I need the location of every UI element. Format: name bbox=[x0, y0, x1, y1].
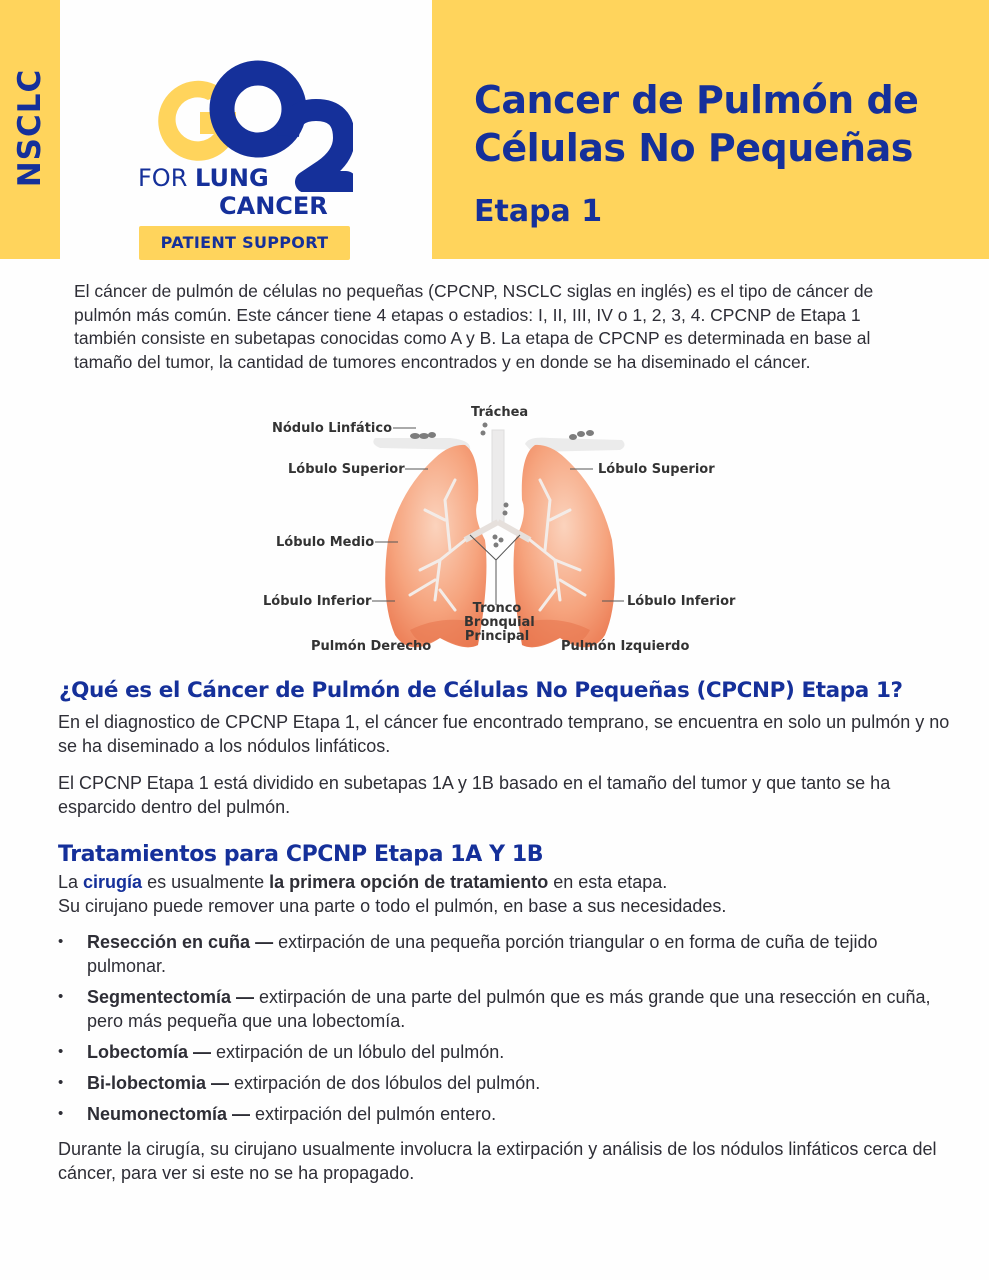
label-right-upper-lobe: Lóbulo Superior bbox=[288, 462, 405, 477]
label-right-lung: Pulmón Derecho bbox=[311, 639, 432, 654]
patient-support-badge: PATIENT SUPPORT bbox=[139, 226, 350, 260]
list-item: • Bi-lobectomia — extirpación de dos lóbulos del pulmón. bbox=[58, 1071, 958, 1095]
page-title: Cancer de Pulmón de Células No Pequeñas bbox=[474, 78, 919, 170]
section-treatments-heading: Tratamientos para CPCNP Etapa 1A Y 1B bbox=[58, 842, 544, 867]
page-subtitle: Etapa 1 bbox=[474, 194, 603, 229]
treatments-lead: La cirugía es usualmente la primera opción de tratamiento en esta etapa. Su cirujano puede remover una parte o todo el pulmón, en base a sus necesidades. bbox=[58, 872, 727, 916]
label-left-lower-lobe: Lóbulo Inferior bbox=[627, 594, 736, 609]
label-trachea: Tráchea bbox=[471, 405, 529, 420]
surgery-highlight: cirugía bbox=[83, 872, 143, 892]
go2-logo bbox=[138, 52, 353, 260]
closing-paragraph: Durante la cirugía, su cirujano usualmente involucra la extirpación y análisis de los nódulos linfáticos cerca del cáncer, para ver si este no se ha propagado. bbox=[58, 1139, 937, 1183]
list-item: • Neumonectomía — extirpación del pulmón entero. bbox=[58, 1102, 958, 1126]
lung-diagram bbox=[250, 400, 750, 662]
section-what-is-heading: ¿Qué es el Cáncer de Pulmón de Células No Pequeñas (CPCNP) Etapa 1? bbox=[59, 678, 903, 703]
side-tab-label: NSCLC bbox=[12, 68, 48, 188]
label-lymph-node: Nódulo Linfático bbox=[272, 421, 393, 436]
label-main-bronchus: Tronco Bronquial Principal bbox=[464, 601, 535, 644]
list-item: • Segmentectomía — extirpación de una parte del pulmón que es más grande que una resección en cuña, pero más pequeña que una lobectomía. bbox=[58, 985, 958, 1033]
side-tab bbox=[0, 0, 60, 259]
title-banner bbox=[432, 0, 989, 259]
logo-cancer: CANCER bbox=[219, 192, 328, 220]
section-what-is-p2: El CPCNP Etapa 1 está dividido en subetapas 1A y 1B basado en el tamaño del tumor y que tanto se ha esparcido dentro del pulmón. bbox=[58, 773, 891, 817]
surgery-types-list bbox=[58, 930, 958, 1133]
section-what-is-p1: En el diagnostico de CPCNP Etapa 1, el cáncer fue encontrado temprano, se encuentra en solo un pulmón y no se ha diseminado a los nódulos linfáticos. bbox=[58, 712, 950, 756]
label-right-lower-lobe: Lóbulo Inferior bbox=[263, 594, 372, 609]
label-right-middle-lobe: Lóbulo Medio bbox=[276, 535, 375, 550]
list-item: • Resección en cuña — extirpación de una pequeña porción triangular o en forma de cuña de tejido pulmonar. bbox=[58, 930, 958, 978]
intro-paragraph: El cáncer de pulmón de células no pequeñas (CPCNP, NSCLC siglas en inglés) es el tipo de cáncer de pulmón más común. Este cáncer tiene 4 etapas o estadios: I, II, III, IV o 1, 2, 3, 4. CPCNP de Etapa 1 también consiste en subetapas conocidas como A y B. La etapa de CPCNP es determinada en base al tamaño del tumor, la cantidad de tumores encontrados y en donde se ha diseminado el cáncer. bbox=[74, 281, 874, 372]
label-left-upper-lobe: Lóbulo Superior bbox=[598, 462, 715, 477]
label-left-lung: Pulmón Izquierdo bbox=[561, 639, 690, 654]
list-item: • Lobectomía — extirpación de un lóbulo del pulmón. bbox=[58, 1040, 958, 1064]
logo-for-lung: FOR LUNG bbox=[138, 164, 269, 192]
